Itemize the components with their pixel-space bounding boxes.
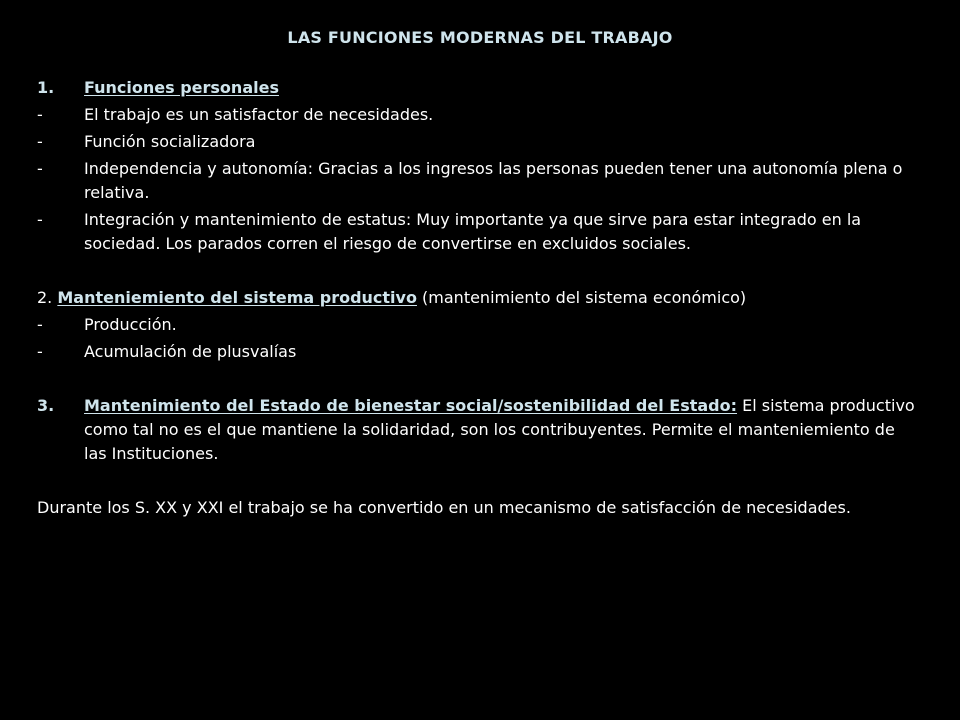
list-item-text: Independencia y autonomía: Gracias a los ingresos las personas pueden tener una autonomía plena o relativa. <box>84 159 903 202</box>
bullet-dash: - <box>37 159 43 178</box>
bullet-dash: - <box>37 105 43 124</box>
list-item-text: Integración y mantenimiento de estatus: Muy importante ya que sirve para estar integrado en la sociedad. Los parados corren el riesgo de convertirse en excluidos sociales. <box>84 210 862 253</box>
list-item-text: Acumulación de plusvalías <box>84 342 297 361</box>
section-2-heading <box>37 286 917 310</box>
bullet-dash: - <box>37 210 43 229</box>
section-1-link[interactable]: Funciones personales <box>84 78 279 97</box>
list-item-text: Producción. <box>84 315 177 334</box>
list-item <box>37 208 917 256</box>
section-2-link[interactable]: Manteniemiento del sistema productivo <box>57 288 417 307</box>
slide-body <box>37 76 917 520</box>
bullet-dash: - <box>37 315 43 334</box>
closing-paragraph: Durante los S. XX y XXI el trabajo se ha convertido en un mecanismo de satisfacción de necesidades. <box>37 498 851 517</box>
section-3-text: El sistema productivo como tal no es el que mantiene la solidaridad, son los contribuyentes. Permite el manteniemiento de las Instituciones. <box>84 396 915 463</box>
list-item-text: Función socializadora <box>84 132 256 151</box>
section-1-number: 1. <box>37 78 55 97</box>
bullet-dash: - <box>37 132 43 151</box>
section-1-heading <box>37 76 917 100</box>
list-item <box>37 313 917 337</box>
section-2-number: 2. <box>37 288 53 307</box>
list-item <box>37 157 917 205</box>
section-3-number: 3. <box>37 396 55 415</box>
list-item-text: El trabajo es un satisfactor de necesidades. <box>84 105 434 124</box>
slide-title: LAS FUNCIONES MODERNAS DEL TRABAJO <box>287 28 673 47</box>
bullet-dash: - <box>37 342 43 361</box>
list-item <box>37 130 917 154</box>
section-2-suffix: (mantenimiento del sistema económico) <box>416 288 747 307</box>
section-3-link[interactable]: Mantenimiento del Estado de bienestar social/sostenibilidad del Estado: <box>84 396 738 415</box>
section-3 <box>37 394 917 466</box>
list-item <box>37 340 917 364</box>
list-item <box>37 103 917 127</box>
